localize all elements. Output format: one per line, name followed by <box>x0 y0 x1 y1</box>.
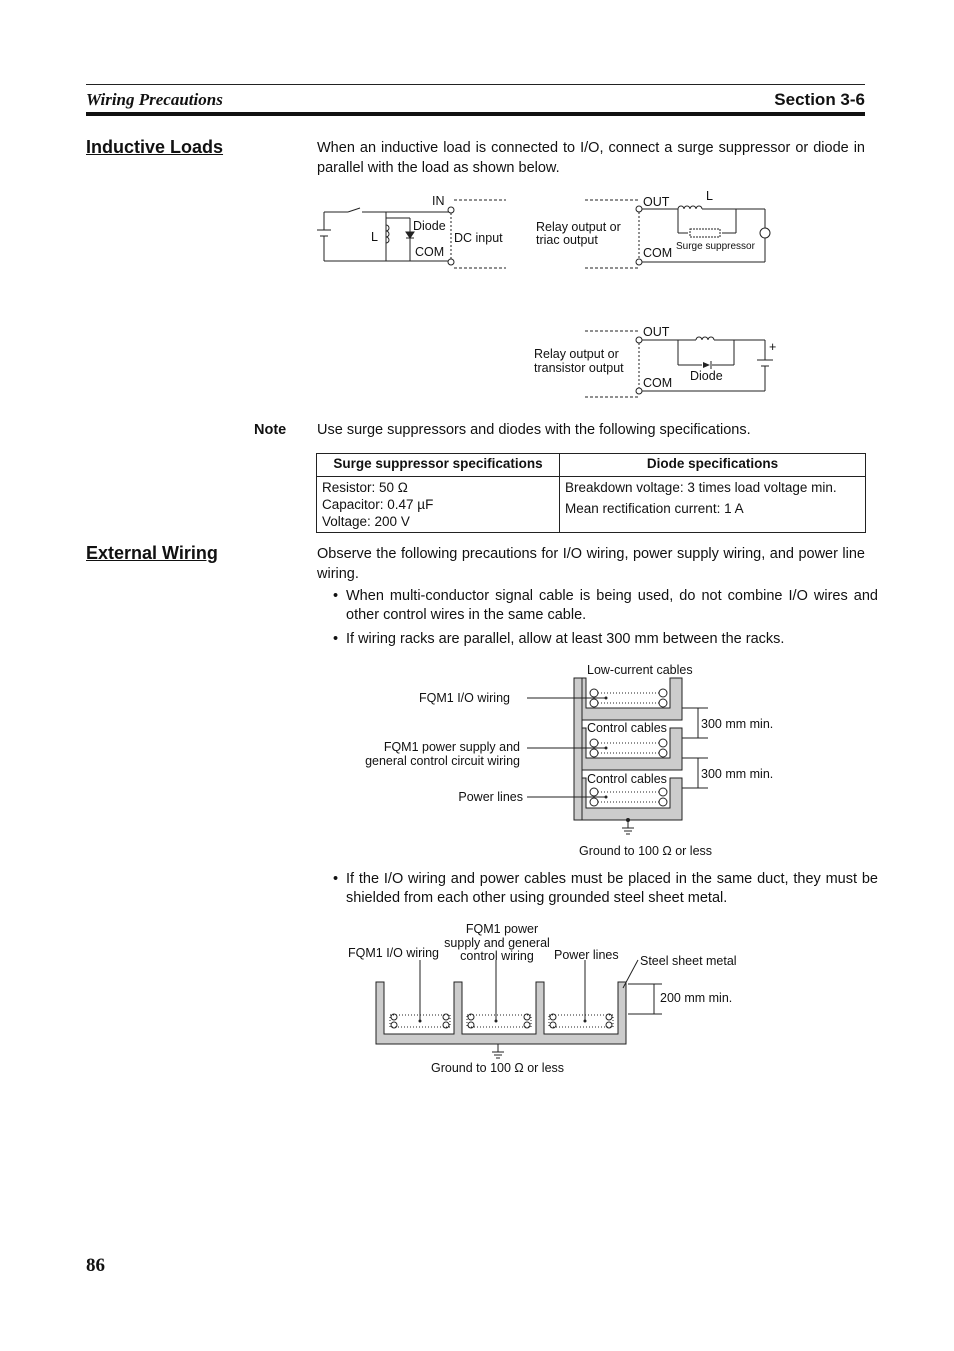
label-surge-suppressor: Surge suppressor <box>676 241 755 252</box>
inductive-load-circuits <box>310 185 790 400</box>
external-intro: Observe the following precautions for I/O wiring, power supply wiring, and power line wiring. <box>317 546 865 582</box>
label-low-current-cables: Low-current cables <box>587 663 693 677</box>
label-l-1: L <box>371 230 378 244</box>
spec-resistor: Resistor: 50 Ω <box>322 480 408 495</box>
label-relay-2b: triac output <box>536 233 598 247</box>
spec-cell-diode <box>560 477 866 533</box>
label-l-2: L <box>706 189 713 203</box>
label-power-supply-b: general control circuit wiring <box>365 754 520 768</box>
inductive-intro: When an inductive load is connected to I/O, connect a surge suppressor or diode in parallel with the load as shown below. <box>317 140 865 176</box>
spec-header-diode: Diode specifications <box>560 454 866 477</box>
label-ground-1: Ground to 100 Ω or less <box>579 844 713 858</box>
label-control-cables-2: Control cables <box>587 772 667 786</box>
label-relay-3a: Relay output or <box>534 347 619 361</box>
bullet-same-duct: • If the I/O wiring and power cables must be placed in the same duct, they must be shielded from each other using grounded steel sheet metal. <box>333 871 878 906</box>
header-rule-bottom <box>86 112 865 116</box>
spec-table <box>316 453 866 533</box>
spec-breakdown: Breakdown voltage: 3 times load voltage min. <box>565 480 837 495</box>
spec-voltage: Voltage: 200 V <box>322 514 410 529</box>
label-com-2: COM <box>643 246 673 260</box>
label-relay-2a: Relay output or <box>536 220 621 234</box>
label-duct-power-c: control wiring <box>460 949 534 963</box>
header-section-number: Section 3-6 <box>774 90 865 109</box>
label-io-wiring: FQM1 I/O wiring <box>419 691 510 705</box>
label-com-1: COM <box>415 245 445 259</box>
spec-rectification: Mean rectification current: 1 A <box>565 501 744 516</box>
label-out-2: OUT <box>643 195 670 209</box>
spec-cell-surge <box>317 477 560 533</box>
label-duct-power-lines: Power lines <box>554 948 619 962</box>
section-title-external-wiring: External Wiring <box>86 543 218 563</box>
label-com-3: COM <box>643 376 673 390</box>
note-text: Use surge suppressors and diodes with the following specifications. <box>317 422 751 438</box>
bullet-parallel-racks: • If wiring racks are parallel, allow at least 300 mm between the racks. <box>333 631 785 647</box>
label-diode-1: Diode <box>413 219 446 233</box>
label-power-lines: Power lines <box>458 790 523 804</box>
wiring-rack-diagram <box>350 660 790 860</box>
relay-triac-circuit <box>585 200 770 268</box>
label-control-cables-1: Control cables <box>587 721 667 735</box>
page-number: 86 <box>86 1255 105 1276</box>
label-out-3: OUT <box>643 325 670 339</box>
label-dc-input: DC input <box>454 231 503 245</box>
header-rule-top <box>86 84 865 85</box>
label-spacing-2: 300 mm min. <box>701 767 774 781</box>
label-duct-spacing: 200 mm min. <box>660 991 733 1005</box>
label-steel-sheet: Steel sheet metal <box>640 954 737 968</box>
label-in: IN <box>432 194 445 208</box>
spec-capacitor: Capacitor: 0.47 µF <box>322 497 434 512</box>
label-power-supply-a: FQM1 power supply and <box>383 740 520 754</box>
label-plus: + <box>769 340 777 354</box>
label-duct-power-b: supply and general <box>444 936 550 950</box>
label-duct-power-a: FQM1 power <box>465 922 539 936</box>
spec-header-surge: Surge suppressor specifications <box>317 454 560 477</box>
bullet-multi-conductor: • When multi-conductor signal cable is being used, do not combine I/O wires and other control wires in the same cable. <box>333 588 878 623</box>
duct-diagram <box>340 918 760 1078</box>
label-relay-3b: transistor output <box>534 361 624 375</box>
label-spacing-1: 300 mm min. <box>701 717 774 731</box>
label-ground-2: Ground to 100 Ω or less <box>431 1061 565 1075</box>
label-duct-io-wiring: FQM1 I/O wiring <box>348 946 439 960</box>
header-chapter-title: Wiring Precautions <box>86 90 223 109</box>
section-title-inductive-loads: Inductive Loads <box>86 137 224 157</box>
note-label: Note <box>254 422 287 438</box>
label-diode-3: Diode <box>690 369 723 383</box>
